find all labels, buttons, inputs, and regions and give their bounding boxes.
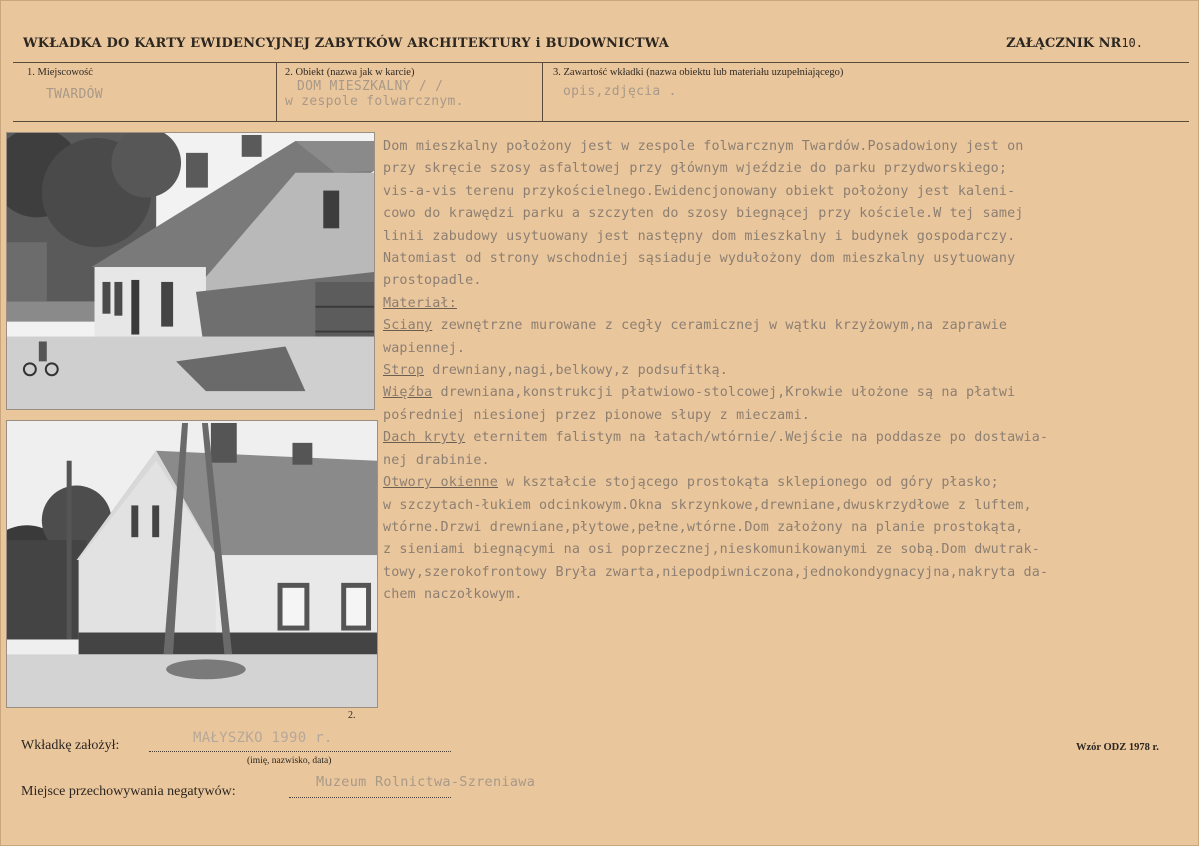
attachment-value: 10. — [1121, 36, 1143, 50]
truss-line — [383, 382, 1183, 404]
fields-bottom-rule — [13, 121, 1189, 122]
desc-line: vis-a-vis terenu przykościelnego.Ewidencjonowany obiekt położony jest kaleni- — [383, 183, 1016, 199]
desc-line: wapiennej. — [383, 340, 466, 356]
photo-1-image — [7, 133, 374, 409]
created-by-dotted-line — [149, 751, 451, 752]
roof-text: eternitem falistym na łatach/wtórnie/.Wejście na poddasze po dostawia- — [465, 430, 1049, 446]
contents-label: 3. Zawartość wkładki (nazwa obiektu lub materiału uzupełniającego) — [553, 67, 844, 78]
ceiling-text: drewniany,nagi,belkowy,z podsufitką. — [424, 363, 728, 379]
object-value-line1: DOM MIESZKALNY / / — [297, 79, 444, 94]
walls-line — [383, 315, 1183, 337]
document-title: WKŁADKA DO KARTY EWIDENCYJNEJ ZABYTKÓW ARCHITEKTURY i BUDOWNICTWA — [23, 36, 670, 51]
object-label: 2. Obiekt (nazwa jak w karcie) — [285, 67, 415, 78]
contents-value: opis,zdjęcia . — [563, 84, 677, 99]
description-text — [383, 136, 1183, 607]
desc-line: z sieniami biegnącymi na osi poprzecznej,nieskomunikowanymi ze sobą.Dom dwutrak- — [383, 542, 1040, 558]
windows-heading: Otwory okienne — [383, 475, 498, 491]
photo-2-number: 2. — [348, 710, 356, 721]
material-heading: Materiał: — [383, 295, 457, 311]
roof-line — [383, 427, 1183, 449]
desc-line: Natomiast od strony wschodniej sąsiaduje wydułożony dom mieszkalny usytuowany — [383, 251, 1016, 267]
header-rule — [13, 62, 1189, 63]
attachment-label: ZAŁĄCZNIK NR — [1006, 36, 1122, 51]
locality-value: TWARDÓW — [46, 87, 103, 102]
attachment-number — [1006, 36, 1143, 51]
photo-house-front-view — [6, 420, 378, 708]
created-by-value: MAŁYSZKO 1990 r. — [193, 730, 333, 746]
created-by-label: Wkładkę założył: — [21, 738, 120, 753]
desc-line: wtórne.Drzwi drewniane,płytowe,pełne,wtórne.Dom założony na planie prostokąta, — [383, 519, 1024, 535]
truss-text: drewniana,konstrukcji płatwiowo-stolcowej,Krokwie ułożone są na płatwi — [432, 385, 1016, 401]
ceiling-line — [383, 360, 1183, 382]
desc-line: pośredniej niesionej przez pionowe słupy z mieczami. — [383, 407, 811, 423]
photo-house-side-view — [6, 132, 375, 410]
desc-line: w szczytach-łukiem odcinkowym.Okna skrzynkowe,drewniane,dwuskrzydłowe z luftem, — [383, 497, 1032, 513]
desc-line: Dom mieszkalny położony jest w zespole folwarcznym Twardów.Posadowiony jest on — [383, 139, 1024, 154]
field-divider-2 — [542, 62, 543, 121]
desc-line: przy skręcie szosy asfaltowej przy głównym wjeździe do parku przydworskiego; — [383, 161, 1008, 177]
photo-2-image — [7, 421, 377, 707]
object-value-line2: w zespole folwarcznym. — [285, 94, 464, 109]
desc-line: nej drabinie. — [383, 452, 490, 468]
windows-text: w kształcie stojącego prostokąta sklepionego od góry płasko; — [497, 475, 999, 491]
desc-line: chem naczołkowym. — [383, 587, 523, 603]
storage-dotted-line — [289, 797, 451, 798]
form-version-label: Wzór ODZ 1978 r. — [1076, 742, 1159, 753]
desc-line: prostopadle. — [383, 273, 482, 289]
locality-label: 1. Miejscowość — [27, 67, 93, 78]
storage-label: Miejsce przechowywania negatywów: — [21, 784, 236, 799]
walls-text: zewnętrzne murowane z cegły ceramicznej w wątku krzyżowym,na zaprawie — [432, 318, 1008, 334]
material-heading-line — [383, 293, 1183, 315]
desc-line: linii zabudowy usytuowany jest następny dom mieszkalny i budynek gospodarczy. — [383, 228, 1016, 244]
created-by-caption: (imię, nazwisko, data) — [247, 756, 332, 766]
roof-heading: Dach kryty — [383, 430, 466, 446]
walls-heading: Sciany — [383, 318, 433, 334]
desc-line: towy,szerokofrontowy Bryła zwarta,niepodpiwniczona,jednokondygnacyjna,nakryta da- — [383, 564, 1049, 580]
field-divider-1 — [276, 62, 277, 121]
storage-value: Muzeum Rolnictwa-Szreniawa — [316, 774, 536, 790]
windows-line — [383, 472, 1183, 494]
ceiling-heading: Strop — [383, 363, 425, 379]
truss-heading: Więźba — [383, 385, 433, 401]
desc-line: cowo do krawędzi parku a szczyten do szosy biegnącej przy kościele.W tej samej — [383, 206, 1024, 222]
